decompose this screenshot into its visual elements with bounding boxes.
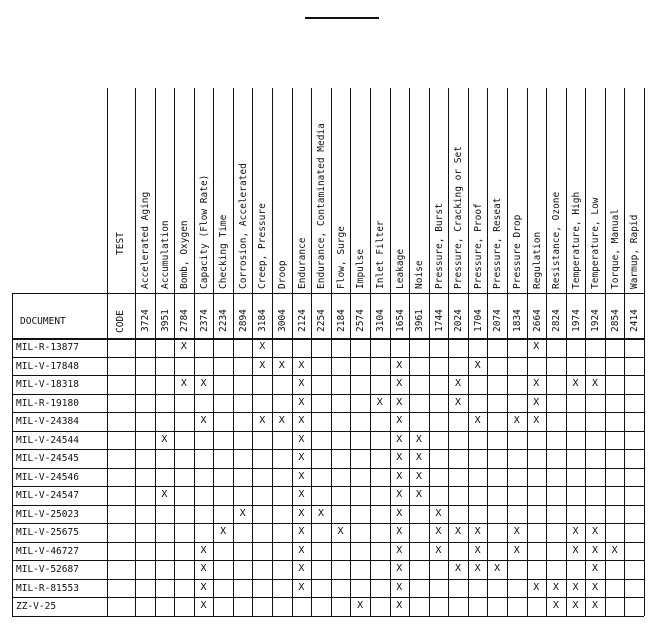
test-name-2784: Bomb, Oxygen (179, 220, 191, 289)
test-column-divider (546, 88, 547, 616)
mark-x: X (200, 563, 207, 574)
row-divider (12, 449, 644, 450)
mark-x: X (396, 378, 403, 389)
mark-x: X (513, 526, 520, 537)
test-name-2124: Endurance (296, 237, 308, 289)
test-code-1974: 1974 (570, 309, 582, 332)
test-code-3104: 3104 (374, 309, 386, 332)
test-column-divider (409, 88, 410, 616)
test-code-2414: 2414 (629, 309, 641, 332)
test-code-2374: 2374 (198, 309, 210, 332)
test-column-divider (311, 88, 312, 616)
mark-x: X (415, 452, 422, 463)
mark-x: X (592, 526, 599, 537)
mark-x: X (474, 544, 481, 556)
document-mil-v-17848: MIL-V-17848 (16, 360, 79, 372)
mark-x: X (435, 507, 442, 519)
mark-x: X (259, 341, 266, 352)
mark-x: X (552, 581, 559, 593)
mark-x: X (298, 507, 305, 519)
code-row-bottom-rule (12, 338, 644, 340)
mark-x: X (200, 581, 207, 593)
mark-x: X (396, 396, 403, 408)
mark-x: X (278, 359, 285, 371)
mark-x: X (415, 489, 422, 500)
mark-x: X (259, 359, 266, 371)
mark-x: X (298, 359, 305, 371)
row-divider (12, 505, 644, 506)
test-column-divider (468, 88, 469, 616)
row-divider (12, 412, 644, 413)
test-name-2824: Resistance, Ozone (551, 191, 563, 289)
mark-x: X (161, 433, 168, 445)
test-code-2074: 2074 (492, 309, 504, 332)
mark-x: X (200, 544, 207, 556)
document-mil-v-25023: MIL-V-25023 (16, 508, 79, 520)
mark-x: X (592, 378, 599, 389)
test-column-divider (390, 88, 391, 616)
mark-x: X (455, 526, 462, 537)
test-name-3184: Creep, Pressure (257, 203, 269, 289)
test-column-divider (292, 88, 293, 616)
mark-x: X (298, 396, 305, 408)
test-column-divider (370, 88, 371, 616)
mark-x: X (298, 378, 305, 389)
mark-x: X (220, 526, 227, 537)
test-name-3104: Inlet Filter (374, 220, 386, 289)
document-mil-r-19180: MIL-R-19180 (16, 397, 79, 409)
test-column-divider (194, 88, 195, 616)
mark-x: X (533, 378, 540, 389)
mark-x: X (298, 563, 305, 574)
test-name-2894: Corrosion, Accelerated (237, 163, 249, 289)
document-mil-v-25675: MIL-V-25675 (16, 527, 79, 538)
test-column-divider (429, 88, 430, 616)
mark-x: X (396, 600, 403, 611)
mark-x: X (396, 489, 403, 500)
mark-x: X (592, 600, 599, 611)
mark-x: X (239, 507, 246, 519)
mark-x: X (298, 452, 305, 463)
row-divider (12, 357, 644, 358)
test-header-label: TEST (115, 232, 126, 255)
test-name-1924: Temperature, Low (590, 197, 602, 289)
table-left-border (12, 293, 13, 616)
test-column-divider (527, 88, 528, 616)
test-code-2124: 2124 (296, 309, 308, 332)
test-column-divider (605, 88, 606, 616)
mark-x: X (415, 433, 422, 445)
test-name-3951: Accumulation (159, 220, 171, 289)
mark-x: X (200, 600, 207, 611)
test-column-divider (350, 88, 351, 616)
test-name-2374: Capacity (Flow Rate) (198, 174, 210, 289)
test-code-2574: 2574 (355, 309, 367, 332)
test-name-2254: Endurance, Contaminated Media (316, 123, 328, 289)
document-zz-v-25: ZZ-V-25 (16, 601, 57, 612)
mark-x: X (592, 581, 599, 593)
test-code-1924: 1924 (590, 309, 602, 332)
test-code-3004: 3004 (277, 309, 289, 332)
row-divider (12, 375, 644, 376)
mark-x: X (552, 600, 559, 611)
test-column-divider (233, 88, 234, 616)
mark-x: X (298, 433, 305, 445)
mark-x: X (474, 526, 481, 537)
test-name-1704: Pressure, Proof (472, 203, 484, 289)
test-code-1654: 1654 (394, 309, 406, 332)
row-divider (12, 468, 644, 469)
mark-x: X (337, 526, 344, 537)
test-name-1654: Leakage (394, 248, 406, 289)
header-bottom-rule (12, 293, 644, 294)
test-code-2664: 2664 (531, 309, 543, 332)
mark-x: X (200, 378, 207, 389)
test-column-divider (585, 88, 586, 616)
mark-x: X (533, 341, 540, 352)
mark-x: X (533, 415, 540, 426)
test-code-3951: 3951 (159, 309, 171, 332)
mark-x: X (396, 433, 403, 445)
mark-x: X (396, 544, 403, 556)
mark-x: X (396, 470, 403, 482)
test-code-3184: 3184 (257, 309, 269, 332)
document-mil-v-18318: MIL-V-18318 (16, 379, 79, 390)
document-mil-v-52687: MIL-V-52687 (16, 564, 79, 575)
mark-x: X (317, 507, 324, 519)
document-mil-v-24384: MIL-V-24384 (16, 416, 79, 427)
row-divider (12, 616, 644, 617)
mark-x: X (572, 378, 579, 389)
test-code-2024: 2024 (453, 309, 465, 332)
test-name-2414: Warmup, Rapid (629, 214, 641, 289)
row-divider (12, 431, 644, 432)
mark-x: X (474, 359, 481, 371)
test-name-2234: Checking Time (218, 214, 230, 289)
mark-x: X (259, 415, 266, 426)
test-column-divider (448, 88, 449, 616)
mark-x: X (161, 489, 168, 500)
mark-x: X (455, 396, 462, 408)
test-column-left-border (107, 88, 108, 616)
test-code-2894: 2894 (237, 309, 249, 332)
document-mil-v-46727: MIL-V-46727 (16, 545, 79, 557)
test-column-divider (331, 88, 332, 616)
mark-x: X (435, 526, 442, 537)
mark-x: X (396, 507, 403, 519)
mark-x: X (455, 378, 462, 389)
mark-x: X (376, 396, 383, 408)
document-mil-r-81553: MIL-R-81553 (16, 582, 79, 594)
mark-x: X (572, 581, 579, 593)
test-code-3724: 3724 (140, 309, 151, 332)
test-code-1744: 1744 (433, 309, 445, 332)
document-mil-v-24546: MIL-V-24546 (16, 471, 79, 483)
document-mil-v-24545: MIL-V-24545 (16, 453, 79, 464)
mark-x: X (572, 526, 579, 537)
mark-x: X (298, 470, 305, 482)
mark-x: X (455, 563, 462, 574)
test-code-3961: 3961 (414, 309, 426, 332)
mark-x: X (180, 378, 187, 389)
mark-x: X (298, 544, 305, 556)
test-code-2854: 2854 (609, 309, 621, 332)
mark-x: X (592, 544, 599, 556)
test-name-1974: Temperature, High (570, 191, 582, 289)
mark-x: X (474, 415, 481, 426)
document-mil-v-24544: MIL-V-24544 (16, 434, 79, 446)
mark-x: X (298, 526, 305, 537)
mark-x: X (611, 544, 618, 556)
mark-x: X (298, 489, 305, 500)
test-column-divider (252, 88, 253, 616)
test-name-2074: Pressure, Reseat (492, 197, 504, 289)
mark-x: X (572, 600, 579, 611)
test-column-divider (566, 88, 567, 616)
test-column-divider (135, 88, 136, 616)
test-name-1834: Pressure Drop (511, 214, 523, 289)
document-mil-r-13877: MIL-R-13877 (16, 342, 79, 353)
mark-x: X (396, 526, 403, 537)
mark-x: X (396, 452, 403, 463)
document-header-label: DOCUMENT (20, 316, 66, 327)
test-code-1834: 1834 (511, 309, 523, 332)
mark-x: X (278, 415, 285, 426)
test-name-2184: Flow, Surge (335, 226, 347, 289)
test-name-3004: Droop (277, 260, 289, 289)
test-name-2574: Impulse (355, 248, 367, 289)
mark-x: X (396, 563, 403, 574)
mark-x: X (494, 563, 501, 574)
row-divider (12, 523, 644, 524)
test-column-divider (507, 88, 508, 616)
document-mil-v-24547: MIL-V-24547 (16, 490, 79, 501)
test-column-divider (213, 88, 214, 616)
mark-x: X (592, 563, 599, 574)
mark-x: X (200, 415, 207, 426)
mark-x: X (180, 341, 187, 352)
test-name-2664: Regulation (531, 231, 543, 289)
mark-x: X (513, 544, 520, 556)
test-code-1704: 1704 (472, 309, 484, 332)
row-divider (12, 486, 644, 487)
code-header-label: CODE (115, 310, 126, 333)
mark-x: X (396, 359, 403, 371)
row-divider (12, 542, 644, 543)
row-divider (12, 560, 644, 561)
mark-x: X (396, 581, 403, 593)
test-column-divider (644, 88, 645, 616)
test-column-divider (155, 88, 156, 616)
test-name-2854: Torque, Manual (609, 208, 621, 289)
mark-x: X (572, 544, 579, 556)
row-divider (12, 394, 644, 395)
mark-x: X (533, 396, 540, 408)
mark-x: X (474, 563, 481, 574)
test-name-3724: Accelerated Aging (140, 191, 151, 289)
test-code-2784: 2784 (179, 309, 191, 332)
test-code-2824: 2824 (551, 309, 563, 332)
test-column-divider (174, 88, 175, 616)
mark-x: X (298, 415, 305, 426)
row-divider (12, 597, 644, 598)
test-column-divider (272, 88, 273, 616)
mark-x: X (396, 415, 403, 426)
mark-x: X (533, 581, 540, 593)
test-code-2234: 2234 (218, 309, 230, 332)
test-column-divider (624, 88, 625, 616)
test-code-2254: 2254 (316, 309, 328, 332)
test-code-2184: 2184 (335, 309, 347, 332)
mark-x: X (298, 581, 305, 593)
mark-x: X (357, 600, 364, 611)
mark-x: X (435, 544, 442, 556)
mark-x: X (415, 470, 422, 482)
test-name-3961: Noise (414, 260, 426, 289)
row-divider (12, 579, 644, 580)
test-name-1744: Pressure, Burst (433, 203, 445, 289)
test-column-divider (487, 88, 488, 616)
test-name-2024: Pressure, Cracking or Set (453, 146, 465, 289)
mark-x: X (513, 415, 520, 426)
